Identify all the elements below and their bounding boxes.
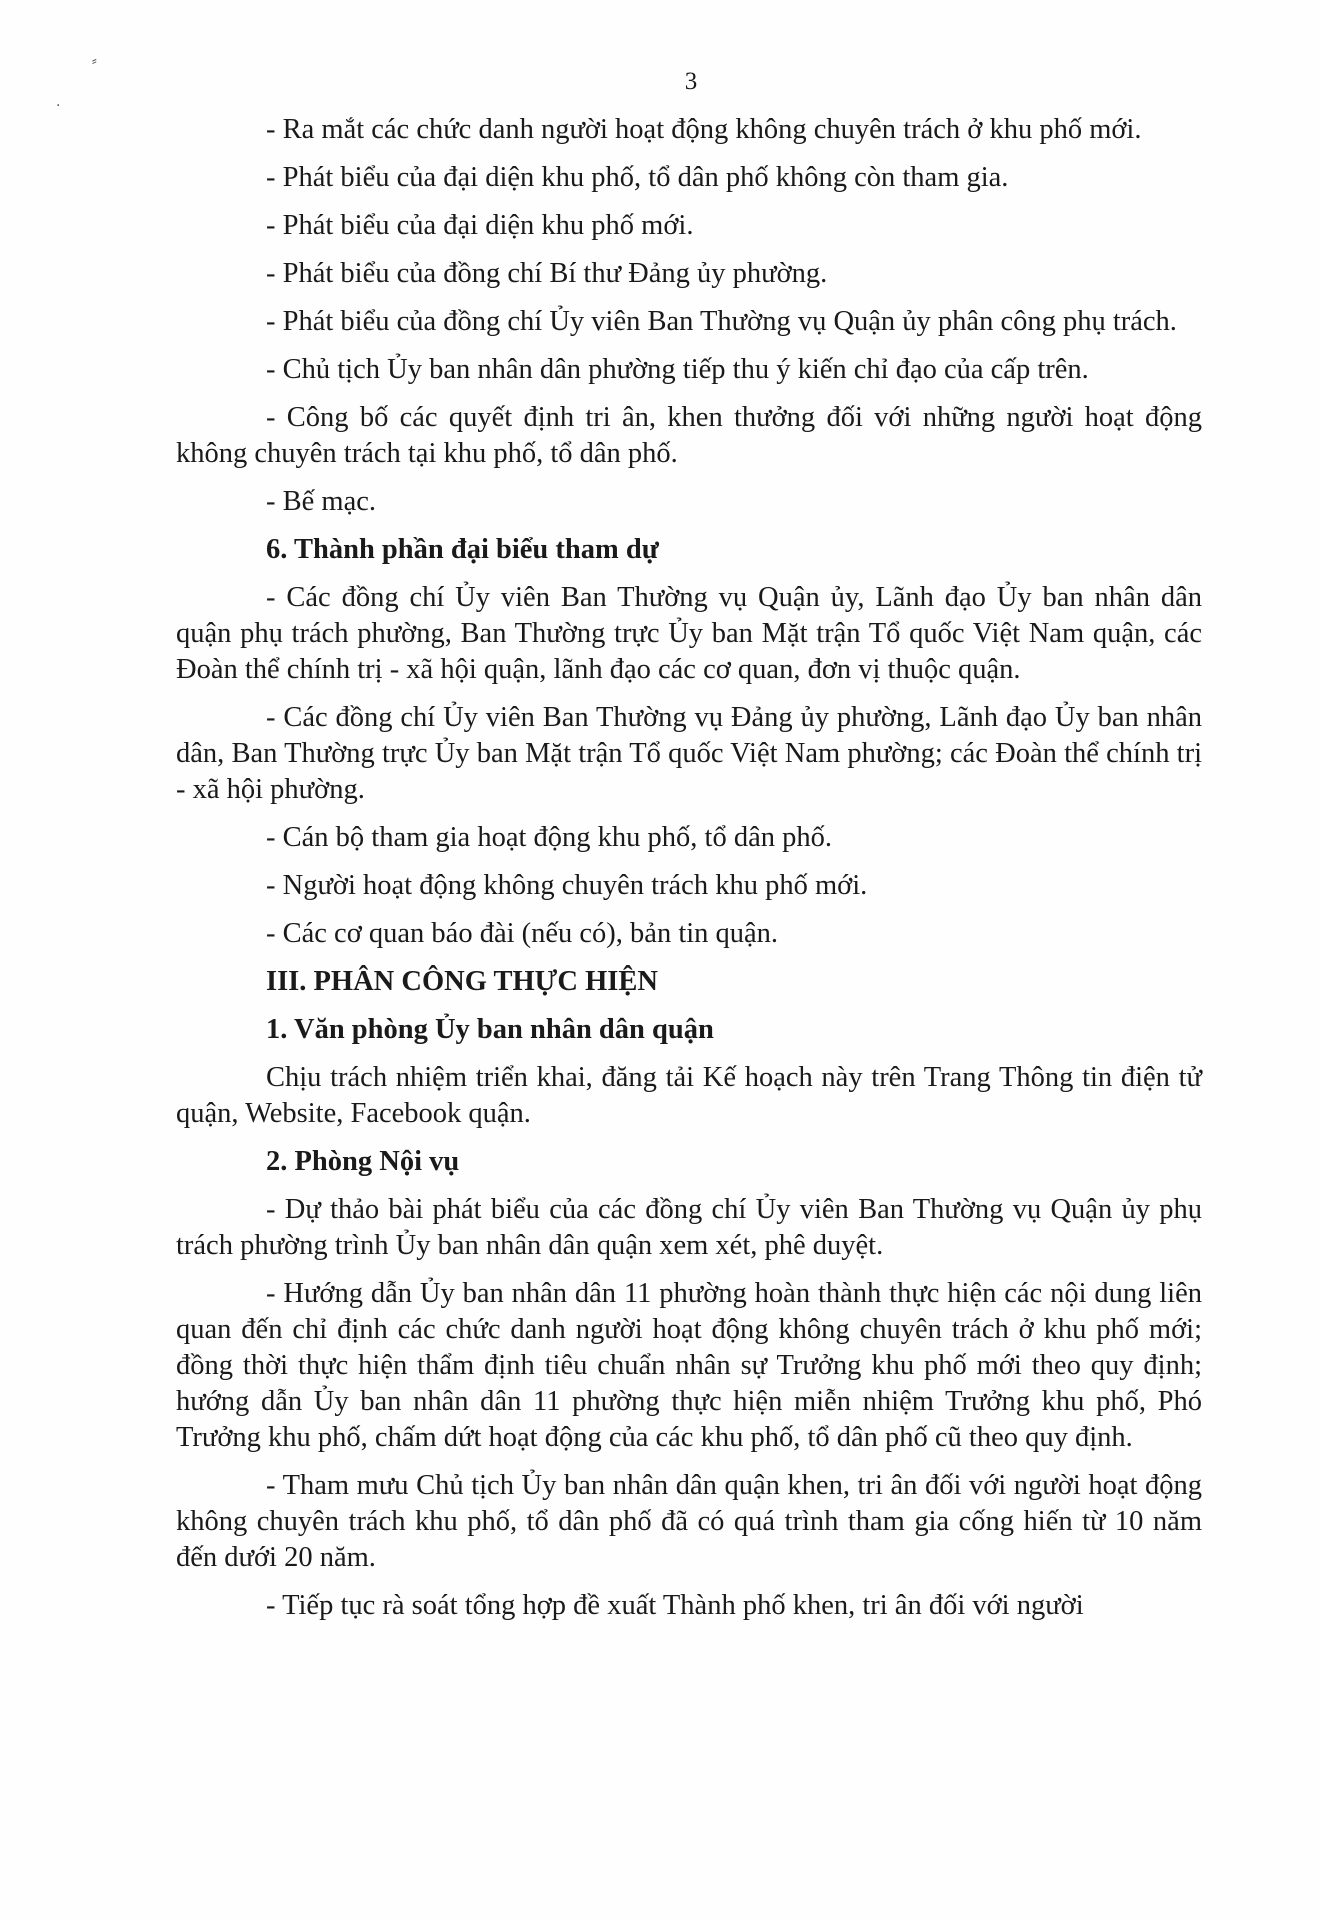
paragraph: - Công bố các quyết định tri ân, khen thưởng đối với những người hoạt động không chuyên trách tại khu phố, tổ dân phố. bbox=[176, 402, 1202, 469]
paragraph: - Chủ tịch Ủy ban nhân dân phường tiếp thu ý kiến chỉ đạo của cấp trên. bbox=[266, 354, 1089, 385]
paragraph: - Hướng dẫn Ủy ban nhân dân 11 phường hoàn thành thực hiện các nội dung liên quan đến chỉ định các chức danh người hoạt động không chuyên trách ở khu phố mới; đồng thời thực hiện thẩm định tiêu chuẩn nhân sự Trưởng khu phố mới theo quy định; hướng dẫn Ủy ban nhân dân 11 phường thực hiện miễn nhiệm Trưởng khu phố, Phó Trưởng khu phố, chấm dứt hoạt động của các khu phố, tổ dân phố cũ theo quy định. bbox=[176, 1278, 1202, 1453]
document-body bbox=[176, 112, 1202, 1624]
paragraph: - Bế mạc. bbox=[266, 486, 376, 517]
paragraph: - Tham mưu Chủ tịch Ủy ban nhân dân quận khen, tri ân đối với người hoạt động không chuyên trách khu phố, tổ dân phố đã có quá trình tham gia cống hiến từ 10 năm đến dưới 20 năm. bbox=[176, 1470, 1202, 1573]
paragraph: - Tiếp tục rà soát tổng hợp đề xuất Thành phố khen, tri ân đối với người bbox=[266, 1590, 1084, 1621]
paragraph: Chịu trách nhiệm triển khai, đăng tải Kế hoạch này trên Trang Thông tin điện tử quận, Website, Facebook quận. bbox=[176, 1062, 1202, 1129]
section-heading: 2. Phòng Nội vụ bbox=[266, 1146, 460, 1177]
paragraph: - Các đồng chí Ủy viên Ban Thường vụ Quận ủy, Lãnh đạo Ủy ban nhân dân quận phụ trách phường, Ban Thường trực Ủy ban Mặt trận Tổ quốc Việt Nam quận, các Đoàn thể chính trị - xã hội quận, lãnh đạo các cơ quan, đơn vị thuộc quận. bbox=[176, 582, 1202, 685]
page-number: 3 bbox=[684, 68, 698, 95]
paragraph: - Dự thảo bài phát biểu của các đồng chí Ủy viên Ban Thường vụ Quận ủy phụ trách phường trình Ủy ban nhân dân quận xem xét, phê duyệt. bbox=[176, 1194, 1202, 1261]
scan-mark: ⸗ bbox=[92, 53, 97, 69]
paragraph: - Phát biểu của đại diện khu phố, tổ dân phố không còn tham gia. bbox=[266, 162, 1009, 193]
paragraph: - Phát biểu của đồng chí Ủy viên Ban Thường vụ Quận ủy phân công phụ trách. bbox=[266, 306, 1177, 337]
paragraph: - Ra mắt các chức danh người hoạt động không chuyên trách ở khu phố mới. bbox=[266, 114, 1142, 145]
paragraph: - Cán bộ tham gia hoạt động khu phố, tổ dân phố. bbox=[266, 822, 832, 853]
paragraph: - Người hoạt động không chuyên trách khu phố mới. bbox=[266, 870, 868, 901]
paragraph: - Phát biểu của đại diện khu phố mới. bbox=[266, 210, 694, 241]
paragraph: - Các đồng chí Ủy viên Ban Thường vụ Đảng ủy phường, Lãnh đạo Ủy ban nhân dân, Ban Thường trực Ủy ban Mặt trận Tổ quốc Việt Nam phường; các Đoàn thể chính trị - xã hội phường. bbox=[176, 702, 1202, 805]
paragraph: - Các cơ quan báo đài (nếu có), bản tin quận. bbox=[266, 918, 779, 949]
paragraph: - Phát biểu của đồng chí Bí thư Đảng ủy phường. bbox=[266, 258, 828, 289]
section-heading: III. PHÂN CÔNG THỰC HIỆN bbox=[266, 966, 658, 997]
section-heading: 6. Thành phần đại biểu tham dự bbox=[266, 534, 659, 565]
scan-mark: · bbox=[56, 98, 61, 114]
section-heading: 1. Văn phòng Ủy ban nhân dân quận bbox=[266, 1014, 714, 1045]
